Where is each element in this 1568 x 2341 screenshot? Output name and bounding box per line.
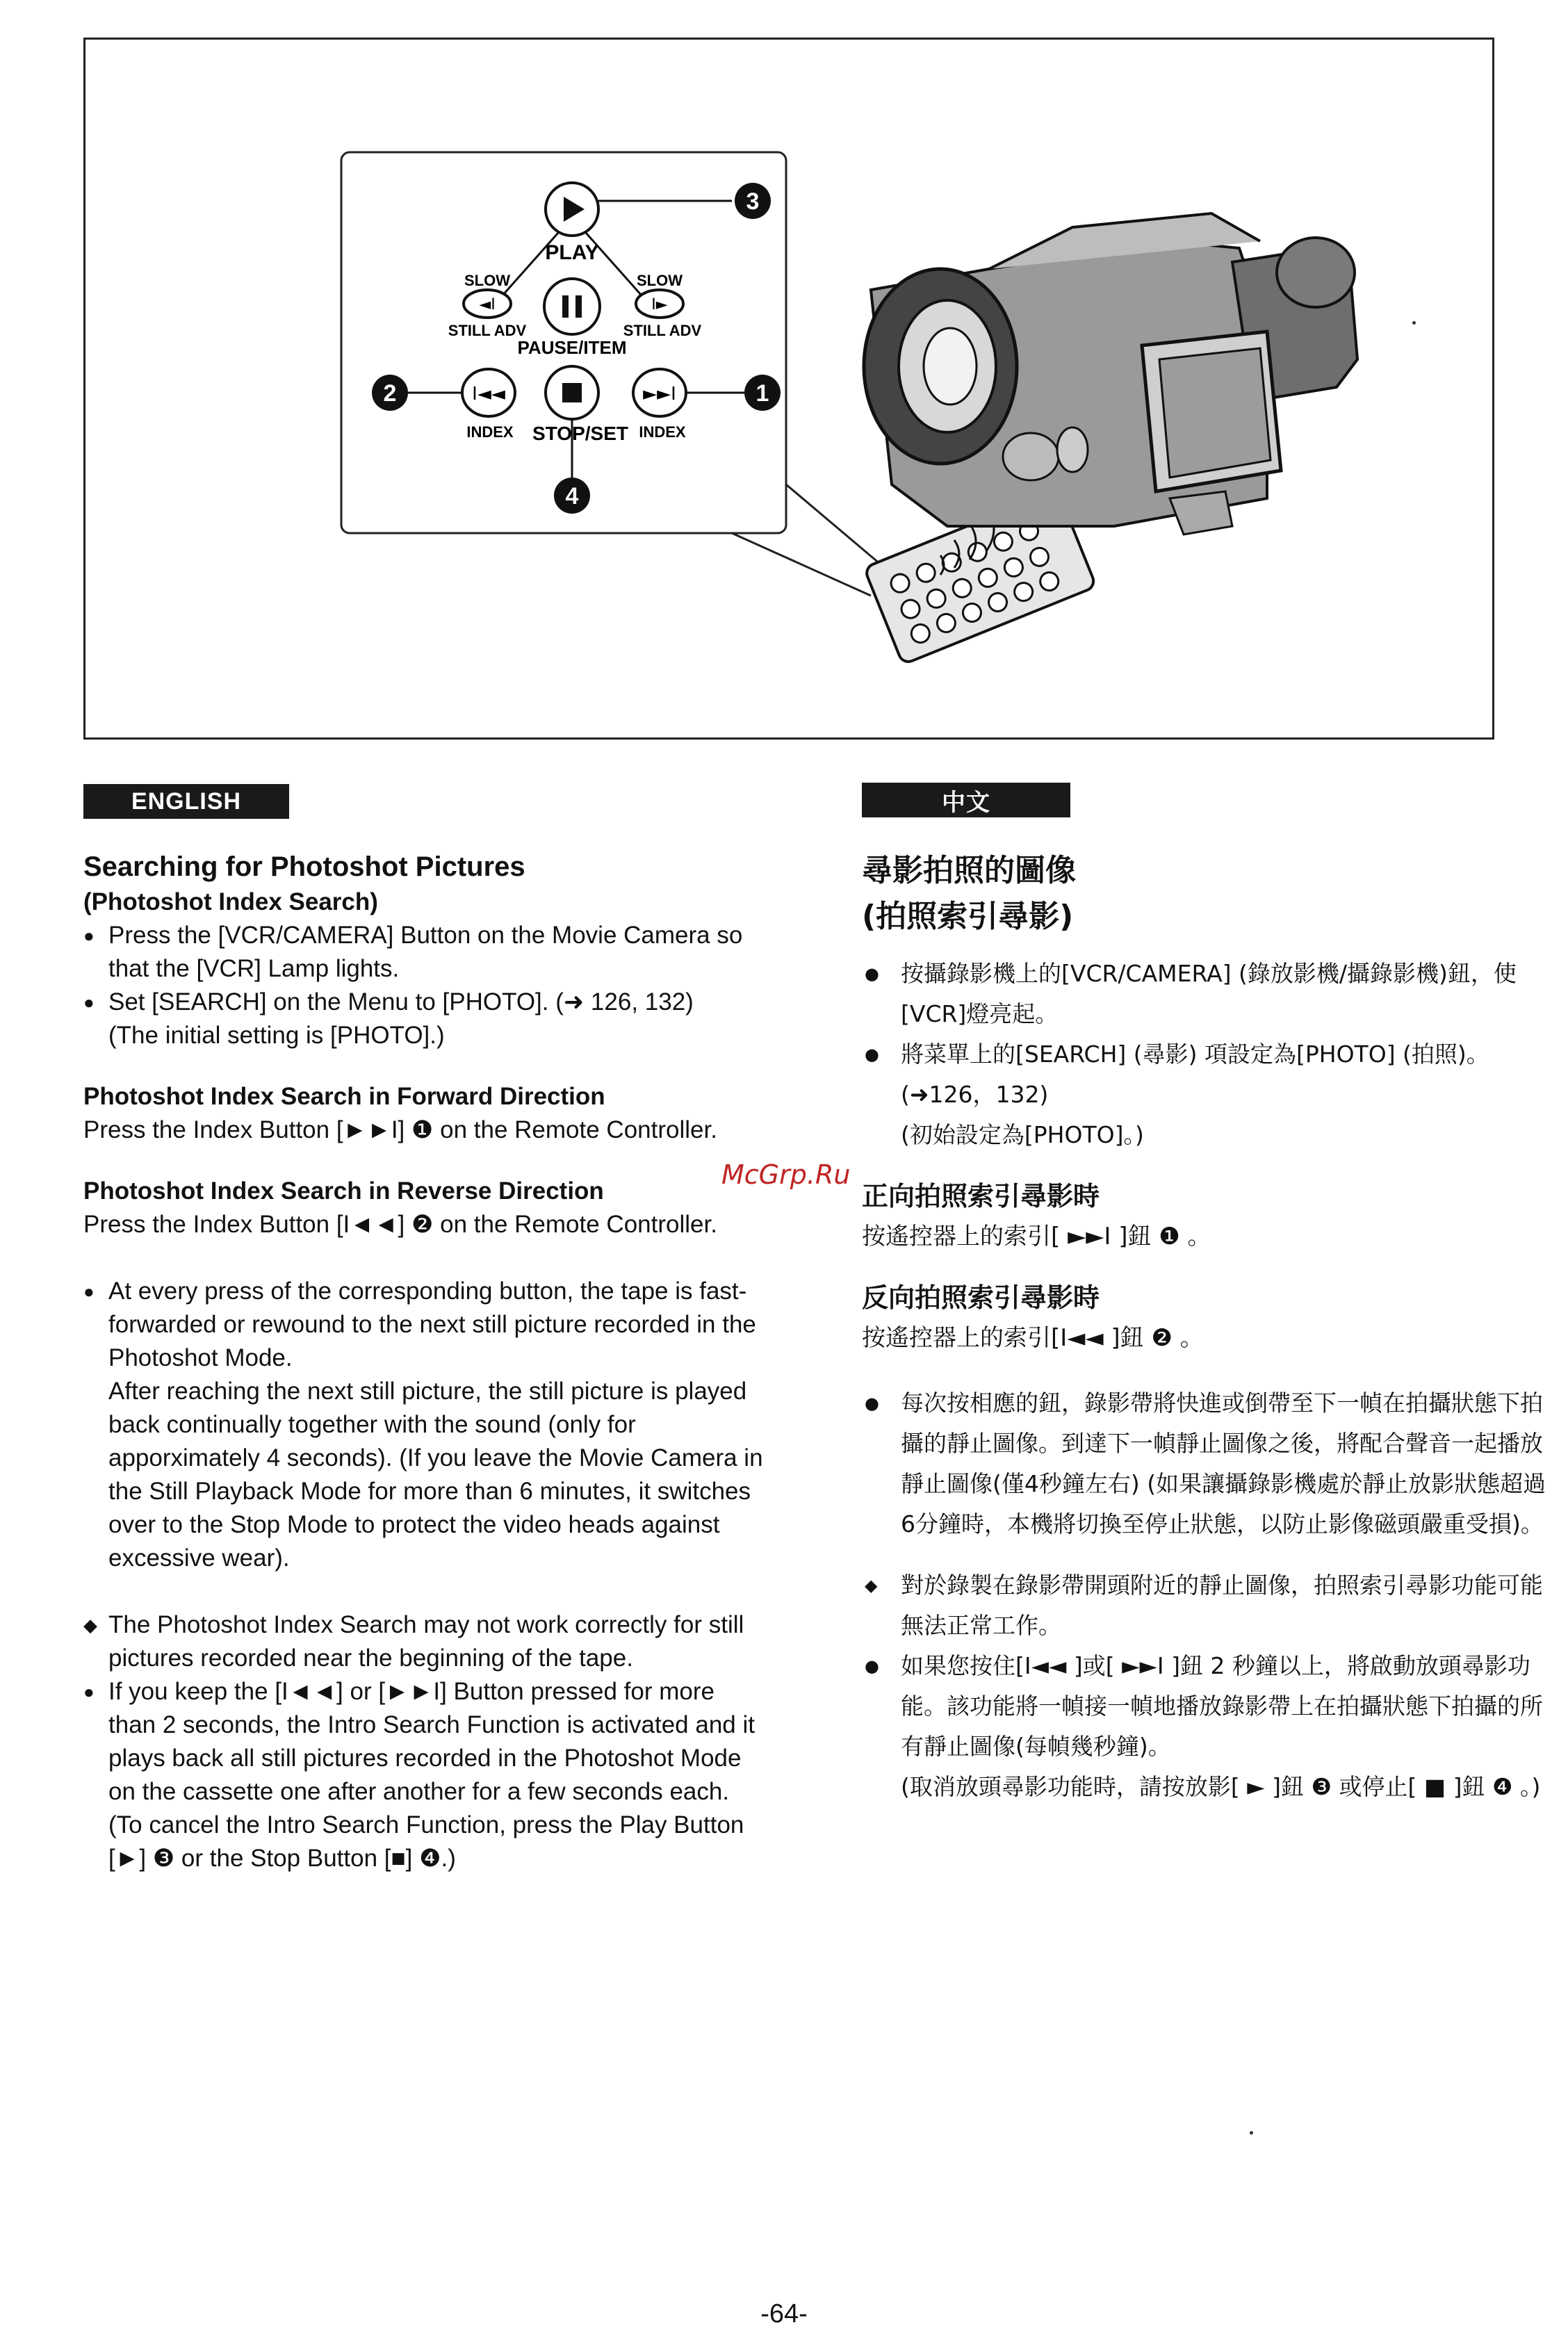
english-intro-1: ● Press the [VCR/CAMERA] Button on the Movie Camera so that the [VCR] Lamp lights. [83, 919, 765, 986]
slow-fwd-icon: I► [651, 296, 668, 313]
english-note-1: ● At every press of the corresponding button, the tape is fast-forwarded or rewound to the next still picture recorded in the Photoshot Mode. [83, 1275, 765, 1375]
english-forward-heading: Photoshot Index Search in Forward Direction [83, 1083, 605, 1110]
chinese-reverse-text: 按遙控器上的索引[I◄◄ ]鈕 ❷ 。 [862, 1324, 1204, 1352]
english-note-4: ● If you keep the [I◄◄] or [►►I] Button pressed for more than 2 seconds, the Intro Search Function is activated and it plays back all still pictures recorded in the Photoshot Mode on the cassette one after another for a few seconds each. [83, 1675, 765, 1809]
chinese-reverse-heading: 反向拍照索引尋影時 [862, 1282, 1100, 1313]
stop-icon [562, 383, 582, 402]
english-note-5: (To cancel the Intro Search Function, press the Play Button [►] ❸ or the Stop Button [■] ❹.) [108, 1811, 744, 1872]
speck [1412, 321, 1416, 325]
page-number: -64- [760, 2299, 808, 2328]
index-left-label: INDEX [466, 423, 514, 441]
callout-4: 4 [565, 483, 579, 509]
english-forward-text: Press the Index Button [►►I] ❶ on the Remote Controller. [83, 1116, 717, 1143]
chinese-note-2: ◆ 對於錄製在錄影帶開頭附近的靜止圖像，拍照索引尋影功能可能無法正常工作。 [862, 1565, 1557, 1646]
remote-camera-illustration [85, 40, 1496, 742]
english-column [83, 848, 765, 1875]
chinese-forward-heading: 正向拍照索引尋影時 [862, 1181, 1100, 1212]
index-rev-icon: I◄◄ [472, 384, 505, 405]
english-reverse-heading: Photoshot Index Search in Reverse Direction [83, 1177, 604, 1205]
english-subtitle: (Photoshot Index Search) [83, 888, 378, 915]
english-note-2: After reaching the next still picture, the still picture is played back continually together with the sound (only for apporximately 4 seconds). (If you leave the Movie Camera in the Still Playback Mode for more than 6 minutes, it switches over to the Stop Mode to protect the video heads against excessive wear). [108, 1378, 763, 1572]
chinese-forward-text: 按遙控器上的索引[ ►►I ]鈕 ❶ 。 [862, 1223, 1211, 1250]
watermark: McGrp.Ru [721, 1159, 851, 1190]
callout-3: 3 [746, 188, 760, 215]
pause-icon [562, 295, 569, 318]
index-right-label: INDEX [639, 423, 686, 441]
play-label: PLAY [545, 241, 599, 264]
movie-camera-drawing [864, 213, 1357, 535]
figure-frame [83, 38, 1494, 740]
chinese-title: 尋影拍照的圖像 [862, 853, 1076, 888]
english-title: Searching for Photoshot Pictures [83, 851, 525, 882]
english-tab: ENGLISH [83, 784, 289, 819]
index-fwd-icon: ►►I [643, 384, 676, 405]
chinese-note-1: ● 每次按相應的鈕，錄影帶將快進或倒帶至下一幀在拍攝狀態下拍攝的靜止圖像。到達下一幀靜止圖像之後，將配合聲音一起播放靜止圖像(僅4秒鐘左右) (如果讓攝錄影機處於靜止放影狀態超過6分鐘時，本機將切換至停止狀態，以防止影像磁頭嚴重受損)。 [862, 1383, 1557, 1544]
speck [1250, 2131, 1253, 2135]
english-intro-note: (The initial setting is [PHOTO].) [108, 1022, 445, 1049]
slow-rev-icon: ◄I [479, 296, 496, 313]
still-adv-right-label: STILL ADV [623, 322, 702, 339]
chinese-column [862, 848, 1557, 1807]
pause-button-graphic [544, 279, 600, 334]
slow-left-label: SLOW [464, 272, 510, 289]
english-intro-2: ● Set [SEARCH] on the Menu to [PHOTO]. (➜ 126, 132) [83, 986, 765, 1019]
slow-right-label: SLOW [637, 272, 683, 289]
callout-2: 2 [383, 380, 397, 407]
chinese-intro-2: ● 將菜單上的[SEARCH] (尋影) 項設定為[PHOTO] (拍照)。(➜126，132) [862, 1034, 1557, 1115]
pause-item-label: PAUSE/ITEM [517, 337, 627, 358]
chinese-tab: 中文 [862, 783, 1070, 817]
chinese-note-3: ● 如果您按住[I◄◄ ]或[ ►►I ]鈕 2 秒鐘以上，將啟動放頭尋影功能。該功能將一幀接一幀地播放錄影帶上在拍攝狀態下拍攝的所有靜止圖像(每幀幾秒鐘)。 [862, 1646, 1557, 1767]
english-note-3: ◆ The Photoshot Index Search may not work correctly for still pictures recorded near the beginning of the tape. [83, 1608, 765, 1675]
stop-set-label: STOP/SET [532, 423, 628, 444]
chinese-note-4: (取消放頭尋影功能時，請按放影[ ► ]鈕 ❸ 或停止[ ■ ]鈕 ❹ 。) [901, 1773, 1541, 1800]
callout-1: 1 [756, 380, 769, 407]
chinese-subtitle: (拍照索引尋影) [862, 899, 1074, 934]
english-reverse-text: Press the Index Button [I◄◄] ❷ on the Remote Controller. [83, 1211, 717, 1238]
chinese-intro-1: ● 按攝錄影機上的[VCR/CAMERA] (錄放影機/攝錄影機)鈕，使[VCR]燈亮起。 [862, 954, 1557, 1034]
chinese-intro-note: (初始設定為[PHOTO]。) [901, 1121, 1144, 1148]
still-adv-left-label: STILL ADV [448, 322, 527, 339]
